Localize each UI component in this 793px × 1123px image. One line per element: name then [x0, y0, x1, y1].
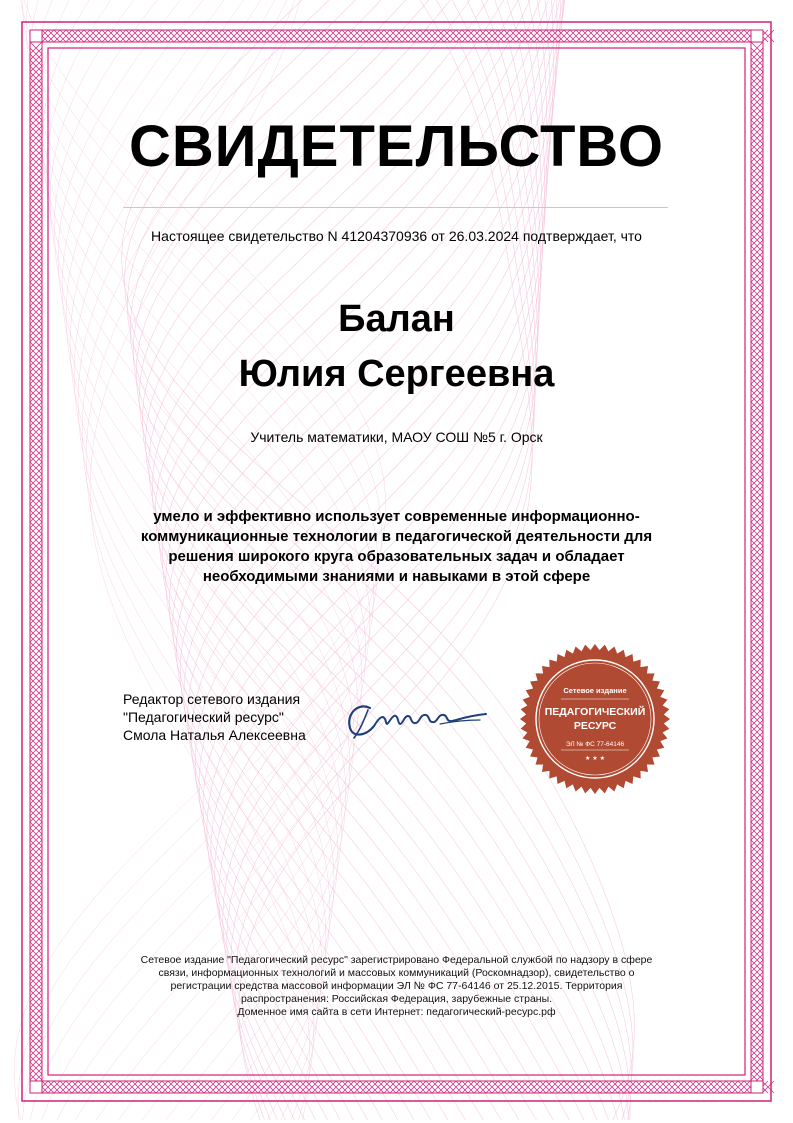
border-corner — [751, 30, 763, 42]
editor-signature — [340, 690, 500, 750]
editor-publication: "Педагогический ресурс" — [123, 709, 284, 725]
certificate-statement: умело и эффективно использует современные информационно-коммуникационные технологии в педагогической деятельности для решения широкого круга образовательных задач и обладает необходимыми знаниями и навыками в этой сфере — [140, 508, 653, 585]
certificate-intro: Настоящее свидетельство N 41204370936 от 26.03.2024 подтверждает, что — [151, 228, 642, 244]
border-corner — [30, 1081, 42, 1093]
legal-footer — [120, 954, 673, 1019]
border-corner — [751, 1081, 763, 1093]
seal-registration: ЭЛ № ФС 77-64146 — [565, 741, 625, 748]
editor-block — [123, 690, 306, 744]
footer-line-1: Сетевое издание "Педагогический ресурс" зарегистрировано Федеральной службой по надзору в сфере — [140, 954, 653, 966]
footer-line-4: распространения: Российская Федерация, зарубежные страны. — [240, 993, 553, 1005]
seal-top-text: Сетевое издание — [563, 686, 627, 695]
seal-stars: ★ ★ ★ — [585, 755, 605, 762]
footer-line-3: регистрации средства массовой информации ЭЛ № ФС 77-64146 от 25.12.2015. Территория — [170, 980, 623, 992]
recipient-given-names: Юлия Сергеевна — [238, 353, 555, 395]
seal-main-line2: РЕСУРС — [573, 720, 617, 732]
border-corner — [30, 30, 42, 42]
seal-main-line1: ПЕДАГОГИЧЕСКИЙ — [544, 706, 646, 718]
editor-title: Редактор сетевого издания — [123, 691, 301, 707]
publication-seal — [519, 643, 671, 795]
editor-name: Смола Наталья Алексеевна — [123, 727, 306, 743]
recipient-surname: Балан — [338, 298, 455, 340]
recipient-position: Учитель математики, МАОУ СОШ №5 г. Орск — [250, 429, 543, 445]
certificate-title: СВИДЕТЕЛЬСТВО — [129, 114, 664, 179]
footer-line-2: связи, информационных технологий и массовых коммуникаций (Роскомнадзор), свидетельство о — [158, 967, 635, 979]
title-divider — [123, 207, 668, 208]
footer-line-5: Доменное имя сайта в сети Интернет: педагогический-ресурс.рф — [237, 1006, 556, 1018]
